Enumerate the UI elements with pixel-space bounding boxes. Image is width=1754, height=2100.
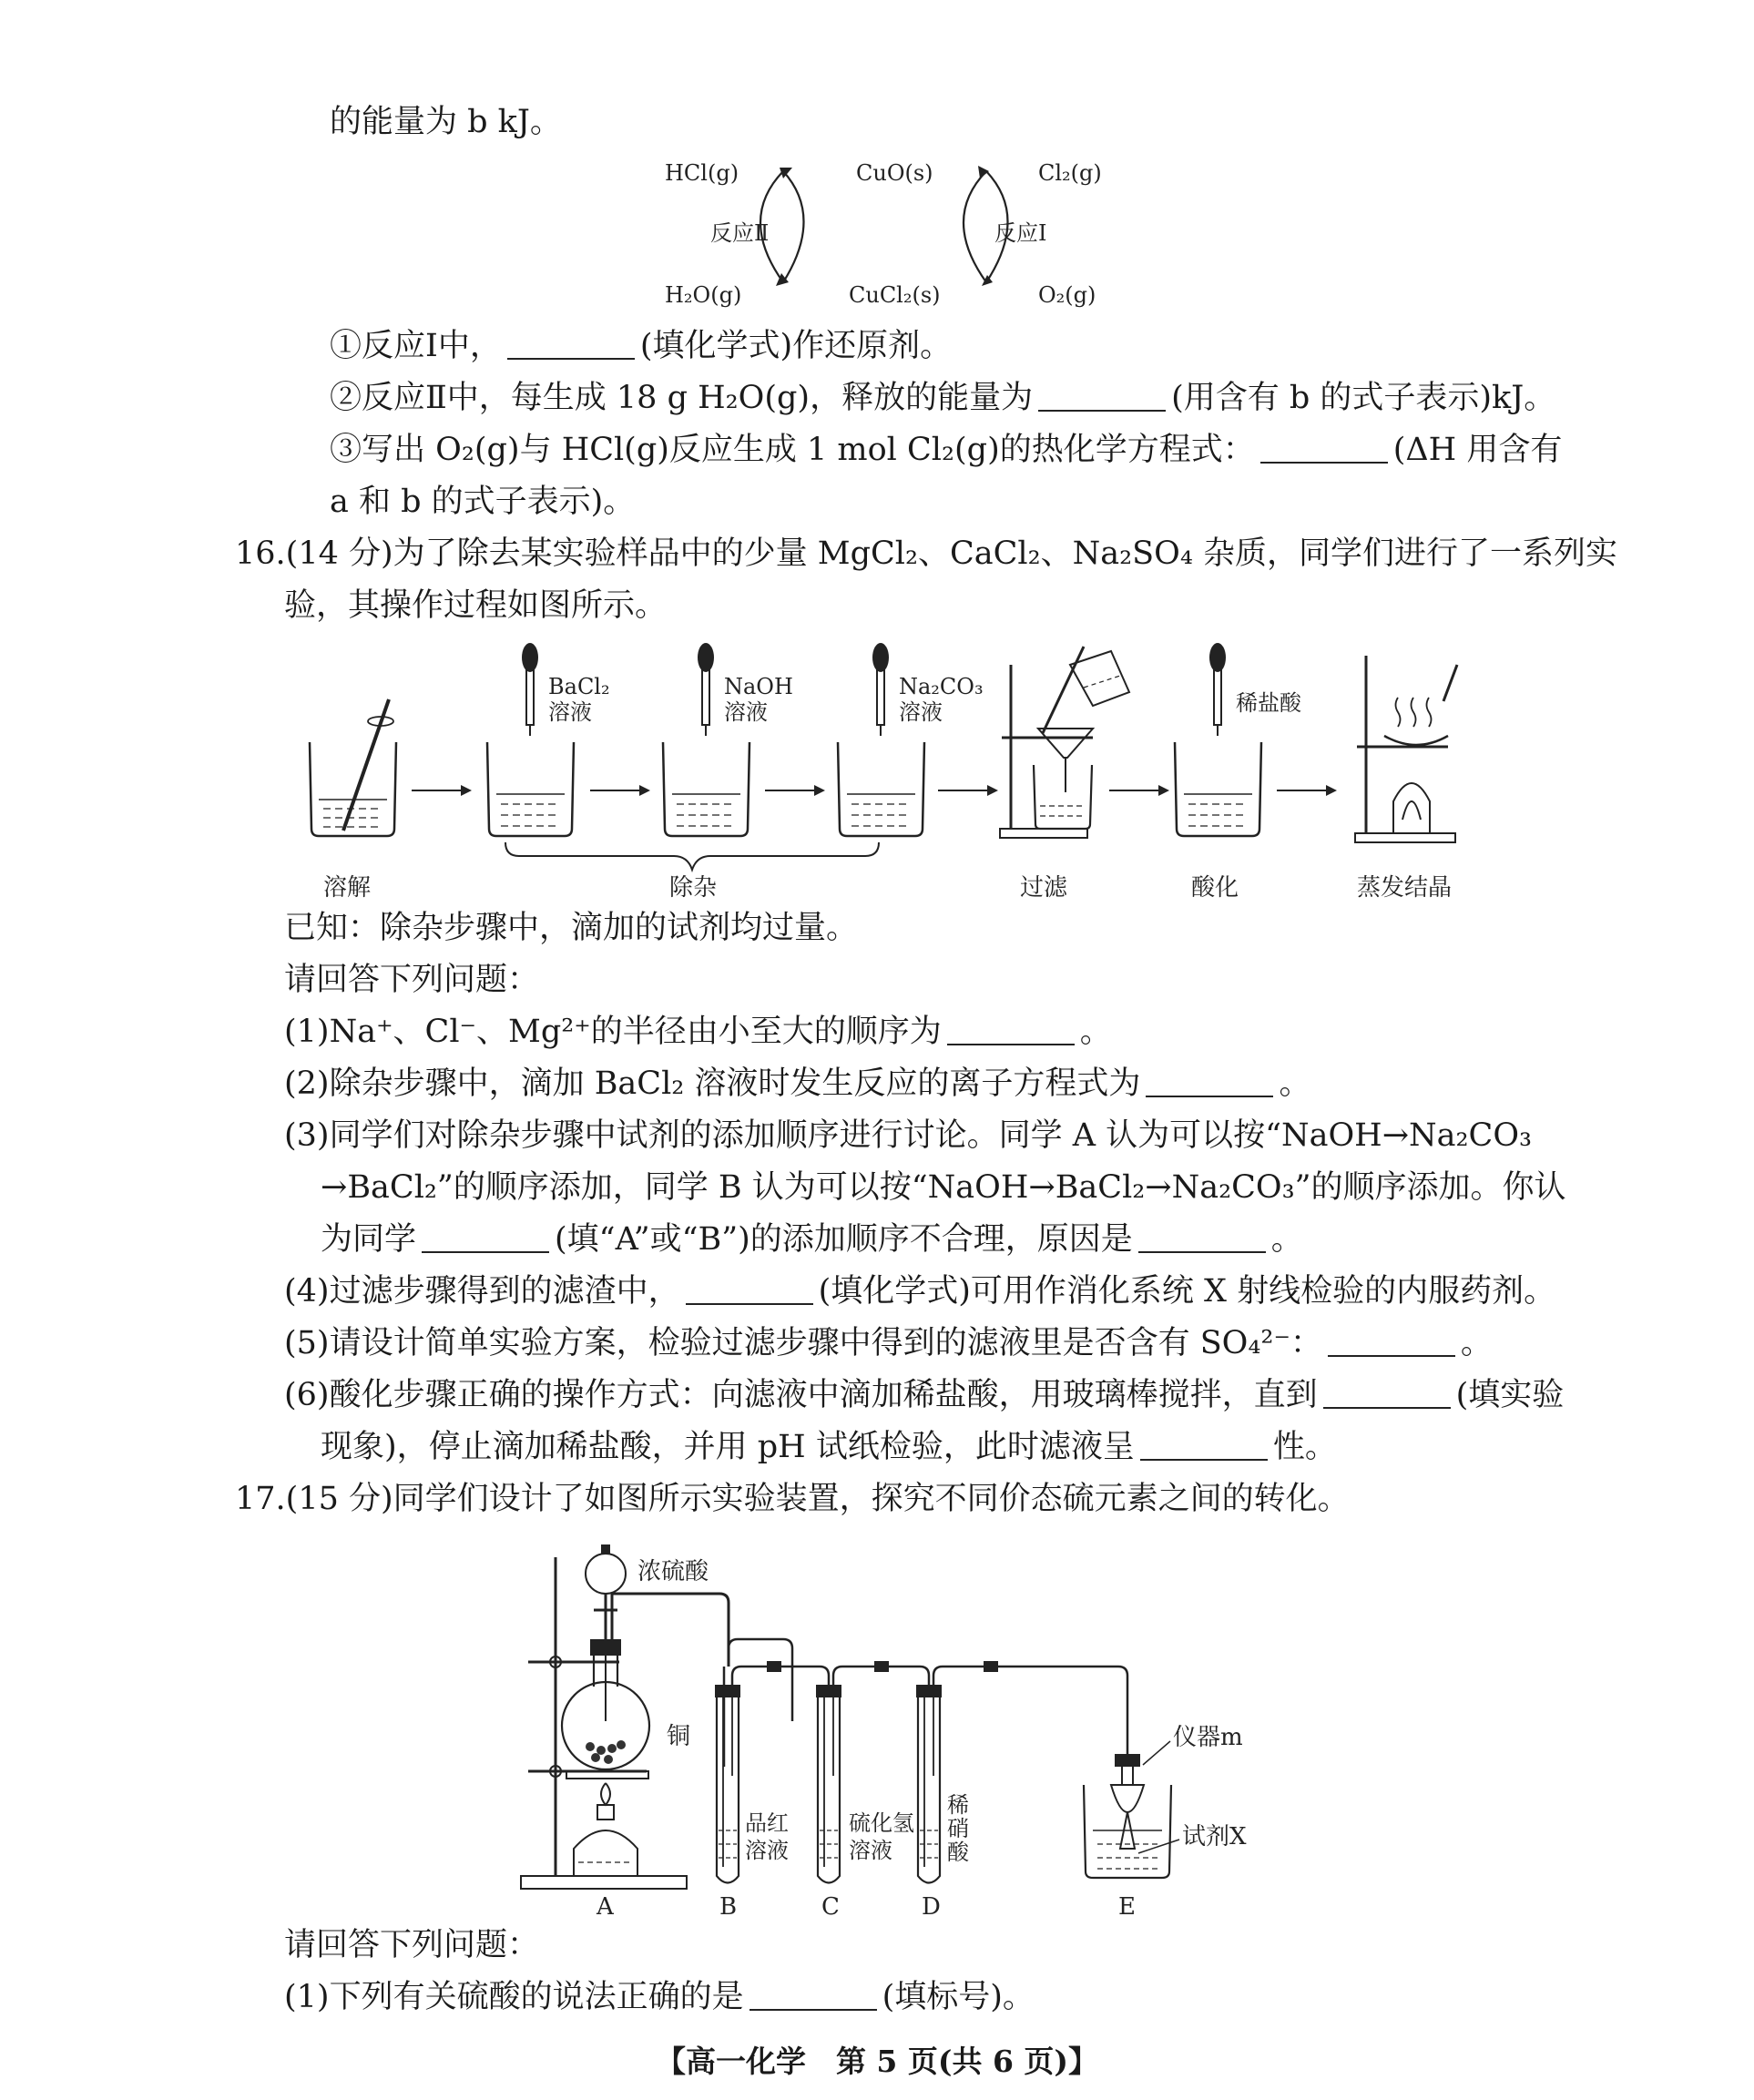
- label-c: C: [821, 1893, 840, 1921]
- reagent-naoh: NaOH: [724, 674, 793, 699]
- q16-part-5: (5)请设计简单实验方案，检验过滤步骤中得到的滤液里是否含有 SO₄²⁻： 。: [284, 1325, 1493, 1361]
- q16-stem-2: 验，其操作过程如图所示。: [284, 587, 668, 624]
- q16-part-2: (2)除杂步骤中，滴加 BaCl₂ 溶液时发生反应的离子方程式为 。: [284, 1065, 1311, 1102]
- step-acidify: 酸化: [1191, 874, 1239, 902]
- tube-b-label-1: 品红: [745, 1810, 789, 1836]
- q17-ask: 请回答下列问题：: [284, 1927, 540, 1963]
- label-b: B: [719, 1893, 738, 1921]
- tube-d-label-2: 硝: [947, 1816, 969, 1841]
- page-footer: 【高一化学 第 5 页(共 6 页)】: [655, 2044, 1099, 2079]
- evaporation-setup: [1355, 656, 1457, 842]
- answer-blank[interactable]: [507, 331, 635, 360]
- filtration-setup: [1000, 647, 1129, 838]
- q15-item-3-cont: a 和 b 的式子表示)。: [330, 484, 636, 520]
- tube-b-label-2: 溶液: [745, 1838, 789, 1863]
- step-filter: 过滤: [1020, 874, 1068, 902]
- answer-blank[interactable]: [1328, 1328, 1455, 1357]
- q16-known: 已知：除杂步骤中，滴加的试剂均过量。: [284, 910, 859, 946]
- reagent-naoh-solution: 溶液: [724, 699, 768, 725]
- label-d: D: [922, 1893, 941, 1921]
- reagent-na2co3: Na₂CO₃: [899, 674, 984, 699]
- label-a: A: [597, 1893, 614, 1921]
- answer-blank[interactable]: [1038, 382, 1166, 412]
- reaction-cycle-diagram: [637, 146, 1147, 319]
- reagent-bacl2-solution: 溶液: [548, 699, 592, 725]
- q16-stem-1: 16.(14 分)为了除去某实验样品中的少量 MgCl₂、CaCl₂、Na₂SO₄ 杂质，同学们进行了一系列实: [235, 535, 1618, 572]
- tube-b: [715, 1685, 740, 1883]
- q16-part-6-line1: (6)酸化步骤正确的操作方式：向滤液中滴加稀盐酸，用玻璃棒搅拌，直到 (填实验: [284, 1377, 1565, 1413]
- tube-c-label-2: 溶液: [849, 1838, 892, 1863]
- q15-item-2: ②反应Ⅱ中，每生成 18 g H₂O(g)，释放的能量为 (用含有 b 的式子表示)kJ。: [330, 380, 1556, 416]
- reaction-1-label: 反应Ⅰ: [994, 220, 1047, 246]
- answer-blank[interactable]: [947, 1016, 1075, 1045]
- q16-ask: 请回答下列问题：: [284, 962, 540, 998]
- purification-process-figure: [301, 637, 1484, 902]
- sulfur-apparatus-figure: [510, 1539, 1293, 1922]
- step-dissolve: 溶解: [323, 874, 372, 902]
- q16-part-6-line2: 现象)，停止滴加稀盐酸，并用 pH 试纸检验，此时滤液呈 性。: [321, 1429, 1337, 1465]
- apparatus-a: [521, 1544, 729, 1889]
- beaker-e: [1084, 1754, 1171, 1878]
- tube-d-label-1: 稀: [947, 1792, 969, 1818]
- q15-item-3: ③写出 O₂(g)与 HCl(g)反应生成 1 mol Cl₂(g)的热化学方程式： (ΔH 用含有: [330, 432, 1563, 468]
- tube-d: [916, 1685, 942, 1883]
- reagent-bacl2: BaCl₂: [548, 674, 610, 699]
- q16-part-3-line3: 为同学 (填“A”或“B”)的添加顺序不合理，原因是 。: [321, 1221, 1303, 1258]
- answer-blank[interactable]: [686, 1276, 813, 1305]
- beaker-naoh: [663, 643, 750, 836]
- tube-c: [816, 1685, 841, 1883]
- reagent-dilute-hcl: 稀盐酸: [1236, 690, 1301, 716]
- tube-d-label-3: 酸: [947, 1840, 969, 1865]
- answer-blank[interactable]: [1140, 1432, 1268, 1461]
- instrument-m-label: 仪器m: [1173, 1724, 1243, 1751]
- reagent-x-label: 试剂X: [1182, 1823, 1247, 1850]
- reaction-2-label: 反应Ⅱ: [710, 220, 770, 246]
- step-remove-impurities: 除杂: [669, 874, 718, 902]
- beaker-bacl2: [487, 643, 574, 836]
- step-evaporate: 蒸发结晶: [1357, 874, 1453, 902]
- answer-blank[interactable]: [1146, 1068, 1273, 1097]
- answer-blank[interactable]: [1323, 1380, 1451, 1409]
- q16-part-3-line2: →BaCl₂”的顺序添加，同学 B 认为可以按“NaOH→BaCl₂→Na₂CO₃”的顺序添加。你认: [321, 1169, 1566, 1206]
- q15-item-1: ①反应Ⅰ中， (填化学式)作还原剂。: [330, 328, 953, 364]
- copper-label: 铜: [667, 1723, 691, 1750]
- q16-part-3-line1: (3)同学们对除杂步骤中试剂的添加顺序进行讨论。同学 A 认为可以按“NaOH→Na₂CO₃: [284, 1117, 1533, 1154]
- cuo-label: CuO(s): [856, 160, 933, 186]
- o2-label: O₂(g): [1038, 282, 1096, 308]
- conc-acid-label: 浓硫酸: [637, 1558, 709, 1585]
- answer-blank[interactable]: [422, 1224, 549, 1253]
- answer-blank[interactable]: [1138, 1224, 1266, 1253]
- q16-part-4: (4)过滤步骤得到的滤渣中， (填化学式)可用作消化系统 X 射线检验的内服药剂。: [284, 1273, 1556, 1310]
- answer-blank[interactable]: [750, 1982, 877, 2011]
- text-line: 的能量为 b kJ。: [330, 104, 562, 140]
- hcl-label: HCl(g): [665, 160, 739, 186]
- q17-part-1: (1)下列有关硫酸的说法正确的是 (填标号)。: [284, 1979, 1035, 2015]
- beaker-na2co3: [838, 643, 924, 836]
- h2o-label: H₂O(g): [665, 282, 742, 308]
- label-e: E: [1118, 1893, 1136, 1921]
- beaker-acidify: [1175, 643, 1261, 836]
- cucl2-label: CuCl₂(s): [849, 282, 941, 308]
- cl2-label: Cl₂(g): [1038, 160, 1102, 186]
- tube-c-label-1: 硫化氢: [849, 1810, 914, 1836]
- beaker-dissolve: [310, 699, 396, 836]
- reagent-na2co3-solution: 溶液: [899, 699, 943, 725]
- q17-stem: 17.(15 分)同学们设计了如图所示实验装置，探究不同价态硫元素之间的转化。: [235, 1481, 1350, 1517]
- answer-blank[interactable]: [1260, 434, 1388, 464]
- q16-part-1: (1)Na⁺、Cl⁻、Mg²⁺的半径由小至大的顺序为 。: [284, 1014, 1112, 1050]
